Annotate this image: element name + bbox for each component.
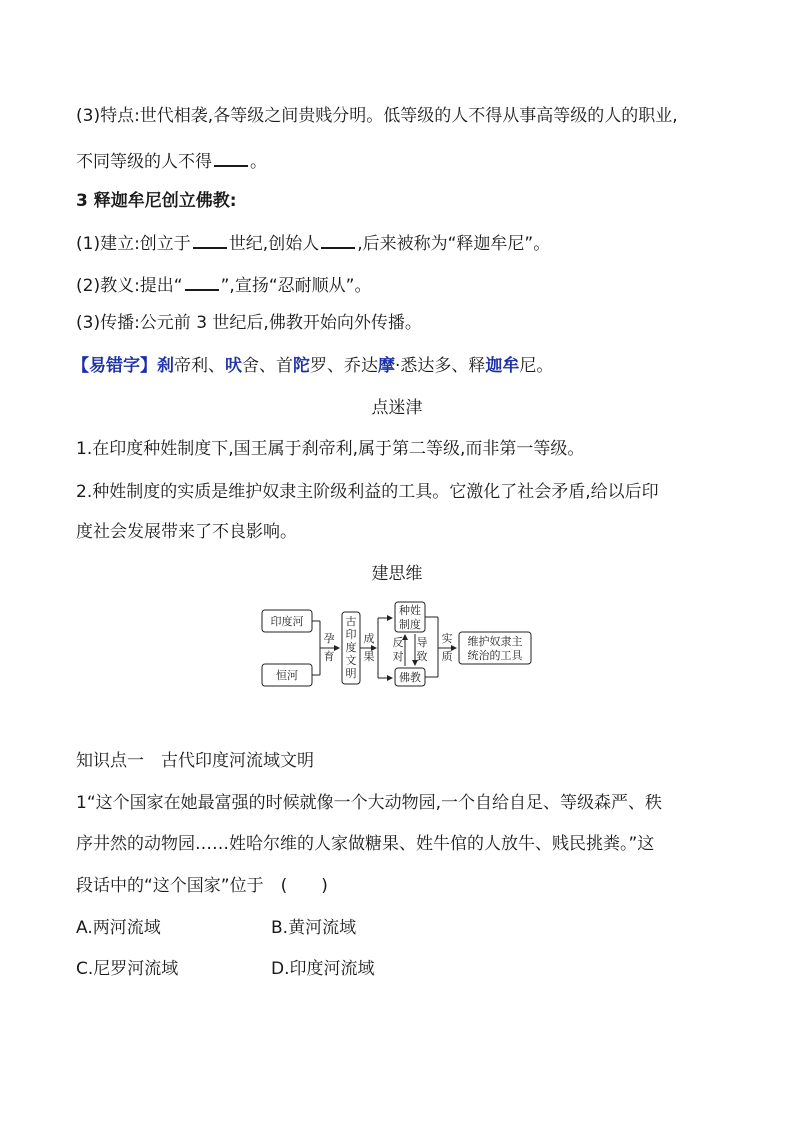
question-text: 序井然的动物园……姓哈尔维的人家做糖果、姓牛倌的人放牛、贱民挑粪。”这: [76, 834, 655, 854]
text: 罗、乔达: [310, 356, 378, 376]
text: (2)教义:提出“: [76, 276, 183, 296]
section-heading: 建思维: [371, 564, 423, 584]
highlight-char: 刹: [157, 356, 174, 376]
diagram-label: 古: [345, 615, 357, 628]
diagram-label: 佛教: [399, 671, 421, 684]
diagram-label: 育: [323, 650, 335, 663]
fill-blank: [321, 229, 355, 249]
highlight-char: 陀: [293, 356, 310, 376]
option-b: B.黄河流域: [271, 918, 357, 938]
diagram-label: 反: [392, 636, 404, 649]
question-text: 1“这个国家在她最富强的时候就像一个大动物园,一个自给自足、等级森严、秩: [76, 793, 663, 813]
text: 。: [250, 152, 267, 172]
text: (3)特点:世代相袭,各等级之间贵贱分明。低等级的人不得从事高等级的人的职业,: [76, 106, 678, 126]
text: ,后来被称为“释迦牟尼”。: [357, 234, 551, 254]
text: 尼。: [519, 356, 554, 376]
question-text: 段话中的“这个国家”位于 ( ): [76, 876, 328, 896]
text: 世纪,创始人: [228, 234, 320, 254]
text-line: 度社会发展带来了不良影响。: [76, 522, 297, 542]
diagram-label: 种姓: [399, 604, 421, 617]
diagram-label: 维护奴隶主: [467, 635, 523, 648]
text: (1)建立:创立于: [76, 234, 191, 254]
fill-blank: [185, 271, 219, 291]
text-line: 1.在印度种姓制度下,国王属于刹帝利,属于第二等级,而非第一等级。: [76, 439, 585, 459]
section-title: 3 释迦牟尼创立佛教:: [76, 191, 237, 211]
diagram-label: 恒河: [276, 669, 298, 682]
text-line: [76, 229, 550, 256]
typo-tag: 【易错字】: [72, 356, 157, 376]
text-line: [76, 271, 371, 298]
typo-line: [72, 354, 553, 378]
diagram-label: 成: [363, 632, 375, 645]
diagram-label: 果: [363, 650, 375, 663]
diagram-label: 孕: [323, 632, 335, 645]
diagram-label: 导: [416, 636, 428, 649]
text: ·悉达多、释: [395, 356, 486, 376]
option-a: A.两河流域: [76, 918, 161, 938]
text: ”,宣扬“忍耐顺从”。: [220, 276, 372, 296]
highlight-char: 迦牟: [485, 356, 520, 376]
diagram-label: 印度河: [270, 615, 304, 628]
knowledge-point-title: 知识点一 古代印度河流域文明: [76, 751, 314, 771]
text-line: (3)传播:公元前 3 世纪后,佛教开始向外传播。: [76, 313, 422, 333]
text-line: [76, 147, 267, 174]
highlight-char: 摩: [378, 356, 395, 376]
diagram-label: 度: [345, 641, 357, 654]
fill-blank: [214, 147, 248, 167]
diagram-label: 印: [345, 628, 357, 641]
text-line: [76, 104, 678, 128]
diagram-label: 文: [345, 654, 357, 667]
text: 帝利、: [174, 356, 225, 376]
option-c: C.尼罗河流域: [76, 959, 179, 979]
diagram-label: 质: [441, 650, 453, 663]
highlight-char: 吠: [225, 356, 242, 376]
diagram-label: 致: [416, 650, 428, 663]
diagram-label: 对: [392, 650, 404, 663]
text: 舍、首: [242, 356, 293, 376]
concept-diagram: [258, 598, 538, 692]
option-d: D.印度河流域: [271, 959, 375, 979]
fill-blank: [193, 229, 227, 249]
text: 不同等级的人不得: [76, 152, 212, 172]
diagram-label: 制度: [399, 618, 421, 631]
diagram-label: 明: [345, 667, 357, 680]
diagram-label: 实: [441, 632, 453, 645]
section-heading: 点迷津: [371, 398, 423, 418]
diagram-label: 统治的工具: [467, 649, 523, 662]
text-line: 2.种姓制度的实质是维护奴隶主阶级利益的工具。它激化了社会矛盾,给以后印: [76, 482, 659, 502]
